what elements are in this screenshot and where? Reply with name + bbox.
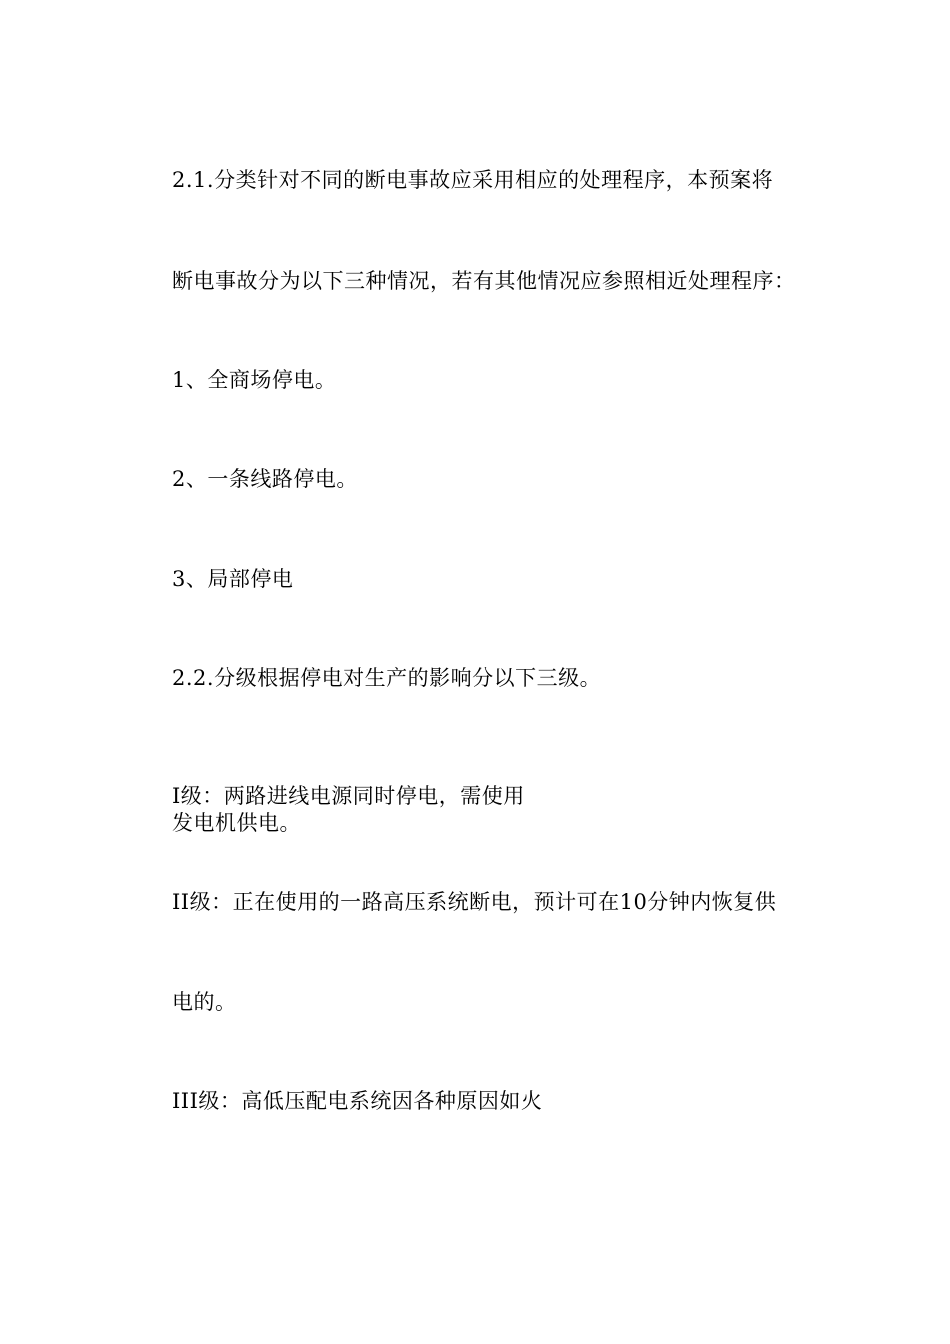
level-2-line-1: II级：正在使用的一路高压系统断电，预计可在10分钟内恢复供 (172, 890, 777, 914)
level-3-line-1: III级：高低压配电系统因各种原因如火 (172, 1089, 543, 1113)
level-2-line-2: 电的。 (172, 990, 237, 1014)
list-item-2: 2、一条线路停电。 (172, 467, 358, 491)
list-item-1: 1、全商场停电。 (172, 368, 337, 392)
list-item-3: 3、局部停电 (172, 567, 294, 591)
paragraph-2-1-classification: 2.1.分类针对不同的断电事故应采用相应的处理程序，本预案将 (172, 168, 774, 192)
paragraph-2-1-continued: 断电事故分为以下三种情况，若有其他情况应参照相近处理程序： (172, 269, 796, 293)
level-1-line-1: I级：两路进线电源同时停电，需使用 (172, 784, 525, 808)
paragraph-2-2-grading: 2.2.分级根据停电对生产的影响分以下三级。 (172, 666, 602, 690)
level-1-line-2: 发电机供电。 (172, 811, 301, 835)
